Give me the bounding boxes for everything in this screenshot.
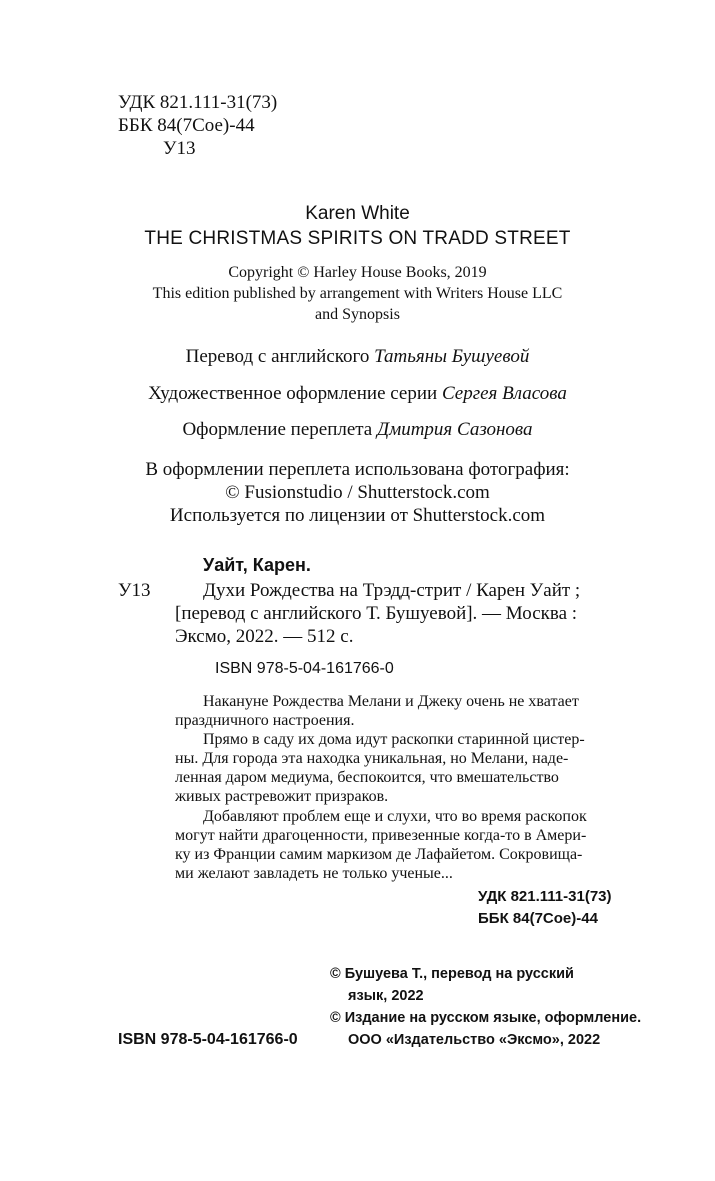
annotation-line: могут найти драгоценности, привезенные когда-то в Амери- <box>175 827 587 844</box>
photo-credit-line-2: © Fusionstudio / Shutterstock.com <box>225 482 490 503</box>
annotation-line: ми желают завладеть не только ученые... <box>175 865 453 882</box>
annotation-line: Добавляют проблем еще и слухи, что во время раскопок <box>203 808 587 825</box>
cover-design-prefix: Оформление переплета <box>182 419 377 440</box>
annotation-line: ленная даром медиума, беспокоится, что вмешательство <box>175 769 559 786</box>
udk-code: УДК 821.111-31(73) <box>118 92 278 113</box>
bbk-code: ББК 84(7Сое)-44 <box>118 115 255 136</box>
catalog-desc-line-1: Духи Рождества на Трэдд-стрит / Карен Уайт ; <box>203 580 581 601</box>
translation-credit <box>0 346 715 368</box>
cover-designer-name: Дмитрия Сазонова <box>377 419 533 440</box>
copyright-line: Copyright © Harley House Books, 2019 <box>228 264 487 281</box>
translation-prefix: Перевод с английского <box>185 346 375 367</box>
catalog-desc-line-3: Эксмо, 2022. — 512 с. <box>175 626 354 647</box>
annotation-line: Накануне Рождества Мелани и Джеку очень не хватает <box>203 693 579 710</box>
series-designer-name: Сергея Власова <box>441 383 567 404</box>
annotation-line: живых растревожит призраков. <box>175 788 389 805</box>
author-mark: У13 <box>163 138 196 159</box>
catalog-mark: У13 <box>118 580 151 601</box>
index-bbk: ББК 84(7Сое)-44 <box>478 910 598 927</box>
index-udk: УДК 821.111-31(73) <box>478 888 612 905</box>
annotation-line: ку из Франции самим маркизом де Лафайетом. Сокровища- <box>175 846 583 863</box>
edition-line-2: and Synopsis <box>315 306 400 323</box>
original-title: THE CHRISTMAS SPIRITS ON TRADD STREET <box>144 228 571 249</box>
copyright-edition-line-2: ООО «Издательство «Эксмо», 2022 <box>348 1032 601 1048</box>
copyright-translation-line-2: язык, 2022 <box>348 988 424 1004</box>
cover-design-credit <box>0 419 715 441</box>
footer-isbn: ISBN 978-5-04-161766-0 <box>118 1031 298 1048</box>
catalog-isbn: ISBN 978-5-04-161766-0 <box>215 660 394 677</box>
photo-credit-line-3: Используется по лицензии от Shutterstock.com <box>169 505 546 526</box>
edition-line-1: This edition published by arrangement with Writers House LLC <box>152 285 563 302</box>
annotation-line: праздничного настроения. <box>175 712 355 729</box>
copyright-edition-line-1: © Издание на русском языке, оформление. <box>330 1010 642 1026</box>
annotation-line: Прямо в саду их дома идут раскопки старинной цистер- <box>203 731 585 748</box>
copyright-translation-line-1: © Бушуева Т., перевод на русский <box>330 966 574 982</box>
translator-name: Татьяны Бушуевой <box>374 346 530 367</box>
catalog-heading: Уайт, Карен. <box>203 555 311 575</box>
photo-credit-line-1: В оформлении переплета использована фотография: <box>145 459 570 480</box>
series-design-credit <box>0 383 715 405</box>
original-author: Karen White <box>305 203 410 224</box>
annotation-line: ны. Для города эта находка уникальная, но Мелани, наде- <box>175 750 569 767</box>
series-design-prefix: Художественное оформление серии <box>148 383 442 404</box>
catalog-desc-line-2: [перевод с английского Т. Бушуевой]. — Москва : <box>175 603 578 624</box>
